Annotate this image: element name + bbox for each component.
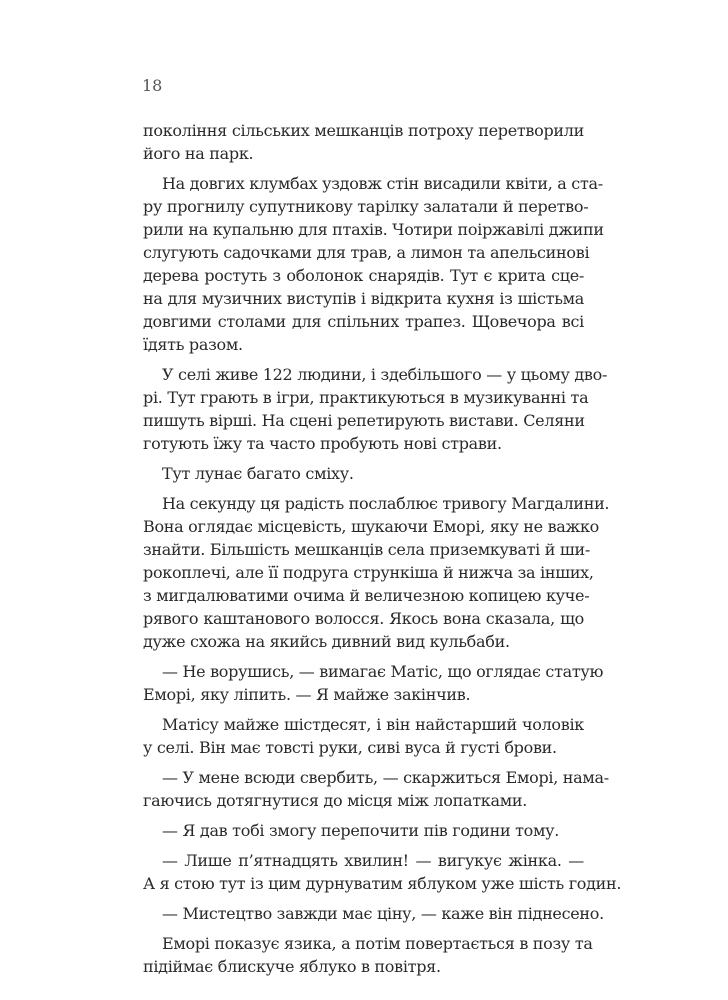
text-line: — У мене всюди свербить, — скаржиться Еморі, нама- bbox=[162, 768, 609, 787]
paragraph bbox=[143, 172, 604, 356]
text-line: рявого каштанового волосся. Якось вона сказала, що bbox=[143, 609, 584, 628]
paragraph bbox=[143, 660, 604, 706]
text-line: — Не ворушись, — вимагає Матіс, що оглядає статую bbox=[162, 662, 604, 681]
text-line: Тут лунає багато сміху. bbox=[162, 464, 354, 483]
text-line: дуже схожа на якийсь дивний вид кульбаби. bbox=[143, 632, 510, 651]
text-line: — Лише п’ятнадцять хвилин! — вигукує жінка. — bbox=[162, 851, 584, 870]
text-line: знайти. Більшість мешканців села приземкуваті й ши- bbox=[143, 540, 590, 559]
text-line: його на парк. bbox=[143, 144, 254, 163]
paragraph bbox=[143, 849, 622, 895]
text-line: дерева ростуть з оболонок снарядів. Тут є крита сце- bbox=[143, 266, 584, 285]
text-line: — Я дав тобі змогу перепочити пів години тому. bbox=[162, 821, 560, 840]
paragraph bbox=[143, 363, 608, 455]
text-line: покоління сільських мешканців потроху перетворили bbox=[143, 121, 584, 140]
paragraph bbox=[143, 766, 609, 812]
paragraph bbox=[143, 492, 610, 653]
text-line: рили на купальню для птахів. Чотири поіржавілі джипи bbox=[143, 220, 604, 239]
text-line: рокоплечі, але її подруга стрункіша й нижча за інших, bbox=[143, 563, 594, 582]
text-line: У селі живе 122 людини, і здебільшого — у цьому дво- bbox=[162, 365, 608, 384]
text-line: На довгих клумбах уздовж стін висадили квіти, а ста- bbox=[162, 174, 603, 193]
text-line: Вона оглядає місцевість, шукаючи Еморі, яку не важко bbox=[143, 517, 599, 536]
text-line: їдять разом. bbox=[143, 335, 243, 354]
text-line: готують їжу та часто пробують нові страви. bbox=[143, 434, 502, 453]
paragraph bbox=[143, 932, 593, 978]
paragraph bbox=[143, 462, 584, 485]
text-line: пишуть вірші. На сцені репетирують вистави. Селяни bbox=[143, 411, 585, 430]
text-line: слугують садочками для трав, а лимон та апельсинові bbox=[143, 243, 590, 262]
text-line: Еморі показує язика, а потім повертається в позу та bbox=[162, 934, 593, 953]
text-line: у селі. Він має товсті руки, сиві вуса й густі брови. bbox=[143, 738, 557, 757]
text-line: Матісу майже шістдесят, і він найстарший чоловік bbox=[162, 715, 584, 734]
text-line: Еморі, яку ліпить. — Я майже закінчив. bbox=[143, 685, 471, 704]
text-line: рі. Тут грають в ігри, практикуються в музикуванні та bbox=[143, 388, 589, 407]
text-line: На секунду ця радість послаблює тривогу Магдалини. bbox=[162, 494, 610, 513]
text-line: ру прогнилу супутникову тарілку залатали й перетво- bbox=[143, 197, 589, 216]
body-text bbox=[143, 119, 622, 985]
paragraph bbox=[143, 713, 584, 759]
text-line: — Мистецтво завжди має ціну, — каже він піднесено. bbox=[162, 904, 604, 923]
paragraph bbox=[143, 819, 584, 842]
page-number: 18 bbox=[142, 76, 163, 95]
text-line: з мигдалюватими очима й величезною копицею куче- bbox=[143, 586, 590, 605]
text-line: довгими столами для спільних трапез. Щовечора всі bbox=[143, 312, 584, 331]
paragraph bbox=[143, 902, 604, 925]
text-line: на для музичних виступів і відкрита кухня із шістьма bbox=[143, 289, 584, 308]
text-line: підіймає блискуче яблуко в повітря. bbox=[143, 957, 441, 976]
text-line: гаючись дотягнутися до місця між лопатками. bbox=[143, 791, 528, 810]
text-line: А я стою тут із цим дурнуватим яблуком уже шість годин. bbox=[143, 874, 622, 893]
paragraph bbox=[143, 119, 584, 165]
